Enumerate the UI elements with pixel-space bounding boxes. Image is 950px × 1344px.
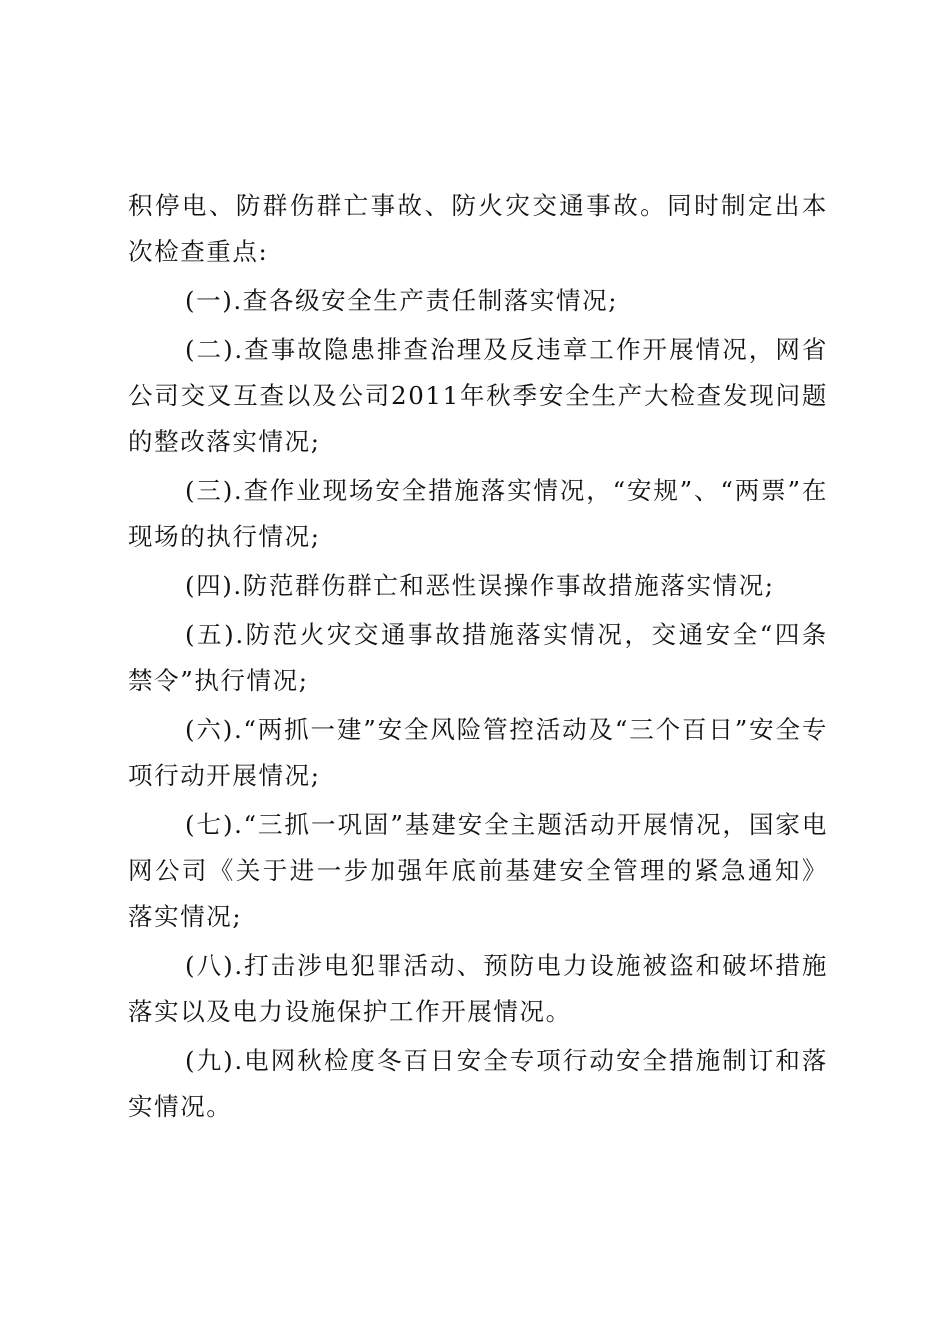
paragraph-item-8: (八).打击涉电犯罪活动、预防电力设施被盗和破坏措施落实以及电力设施保护工作开展情况。 [128, 951, 828, 1026]
paragraph-item-5: (五).防范火灾交通事故措施落实情况，交通安全“四条禁令”执行情况; [128, 620, 828, 695]
paragraph-item-7: (七).“三抓一巩固”基建安全主题活动开展情况，国家电网公司《关于进一步加强年底前基建安全管理的紧急通知》落实情况; [128, 810, 828, 931]
paragraph-item-1: (一).查各级安全生产责任制落实情况; [185, 286, 619, 315]
paragraph-item-6: (六).“两抓一建”安全风险管控活动及“三个百日”安全专项行动开展情况; [128, 715, 828, 790]
document-body [128, 183, 828, 1130]
paragraph-item-3: (三).查作业现场安全措施落实情况，“安规”、“两票”在现场的执行情况; [128, 476, 828, 551]
paragraph-item-2: (二).查事故隐患排查治理及反违章工作开展情况，网省公司交叉互查以及公司2011年秋季安全生产大检查发现问题的整改落实情况; [128, 335, 828, 456]
paragraph-item-4: (四).防范群伤群亡和恶性误操作事故措施落实情况; [185, 571, 775, 600]
paragraph-intro: 积停电、防群伤群亡事故、防火灾交通事故。同时制定出本次检查重点: [128, 191, 828, 266]
paragraph-item-9: (九).电网秋检度冬百日安全专项行动安全措施制订和落实情况。 [128, 1046, 828, 1121]
